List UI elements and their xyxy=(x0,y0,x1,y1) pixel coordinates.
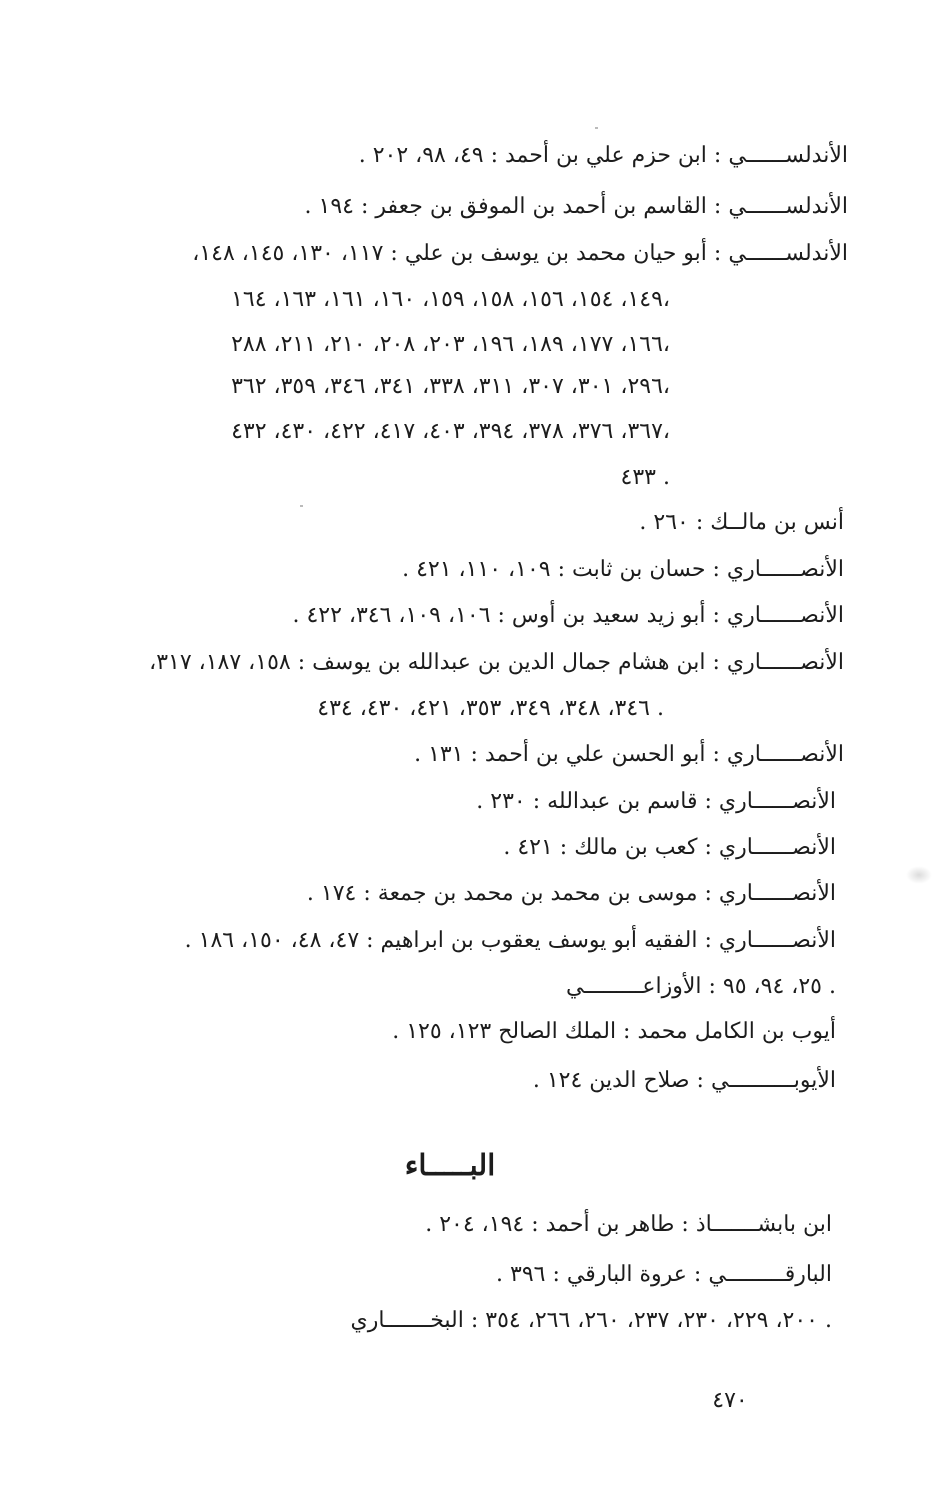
entry-text: : أبو الحسن علي بن أحمد : ١٣١ . xyxy=(414,742,720,767)
index-entry-continuation xyxy=(231,372,670,402)
index-entry-continuation xyxy=(621,463,670,493)
index-entry xyxy=(639,508,844,538)
entry-label: البخـــــــاري xyxy=(350,1308,464,1333)
entry-label: الأندلســــــي xyxy=(728,194,848,219)
entry-text: : أبو زيد سعيد بن أوس : ١٠٦، ١٠٩، ٣٤٦، ٤٢٢ . xyxy=(292,603,720,628)
index-entry-continuation xyxy=(231,285,670,315)
scan-speck xyxy=(595,127,598,129)
entry-label: ابن بابشـــــــاذ xyxy=(695,1212,832,1237)
entry-label: الأنصــــــاري xyxy=(718,928,836,953)
entry-text: : الفقيه أبو يوسف يعقوب بن ابراهيم : ٤٧، ٤٨، ١٥٠، ١٨٦ . xyxy=(184,928,712,953)
entry-label: الأنصــــــاري xyxy=(718,835,836,860)
index-entry xyxy=(533,1066,836,1096)
index-entry xyxy=(392,1017,836,1047)
entry-text: : طاهر بن أحمد : ١٩٤، ٢٠٤ . xyxy=(425,1212,689,1237)
index-entry xyxy=(566,972,836,1002)
index-entry xyxy=(307,879,836,909)
page-number: ٤٧٠ xyxy=(712,1388,748,1413)
entry-text: ٢٩٦، ٣٠١، ٣٠٧، ٣١١، ٣٣٨، ٣٤١، ٣٤٦، ٣٥٩، ٣٦٢، xyxy=(231,374,670,399)
index-entry xyxy=(192,239,848,269)
index-entry xyxy=(476,787,836,817)
scan-speck xyxy=(300,505,303,507)
index-entry xyxy=(402,555,844,585)
entry-label: الأنصــــــاري xyxy=(718,789,836,814)
entry-text: : ابن هشام جمال الدين بن عبدالله بن يوسف : ١٥٨، ١٨٧، ٣١٧، xyxy=(149,650,720,675)
index-entry xyxy=(305,192,848,222)
entry-text: : حسان بن ثابت : ١٠٩، ١١٠، ٤٢١ . xyxy=(402,557,720,582)
entry-text: : ٢٠٠، ٢٢٩، ٢٣٠، ٢٣٧، ٢٦٠، ٢٦٦، ٣٥٤ . xyxy=(470,1308,832,1333)
entry-label: الأنصــــــاري xyxy=(726,742,844,767)
entry-label: الأيوبــــــــــي xyxy=(710,1068,836,1093)
entry-label: الأنصــــــاري xyxy=(718,881,836,906)
entry-text: أيوب بن الكامل محمد : الملك الصالح ١٢٣، ١٢٥ . xyxy=(392,1019,836,1044)
entry-label: الأنصــــــاري xyxy=(726,650,844,675)
index-entry xyxy=(503,833,836,863)
index-entry xyxy=(351,1306,832,1336)
entry-label: الأنصــــــاري xyxy=(726,603,844,628)
entry-text: ١٦٦، ١٧٧، ١٨٩، ١٩٦، ٢٠٣، ٢٠٨، ٢١٠، ٢١١، ٢٨٨، xyxy=(231,332,670,357)
index-entry xyxy=(359,141,848,171)
entry-text: : قاسم بن عبدالله : ٢٣٠ . xyxy=(476,789,712,814)
index-entry xyxy=(149,648,844,678)
entry-text: ١٤٩، ١٥٤، ١٥٦، ١٥٨، ١٥٩، ١٦٠، ١٦١، ١٦٣، ١٦٤، xyxy=(231,287,670,312)
entry-label: الأنصــــــاري xyxy=(726,557,844,582)
index-entry xyxy=(496,1260,832,1290)
entry-text: : أبو حيان محمد بن يوسف بن علي : ١١٧، ١٣٠، ١٤٥، ١٤٨، xyxy=(192,241,722,266)
entry-label: الأندلســــــي xyxy=(728,143,848,168)
entry-text: : القاسم بن أحمد بن الموفق بن جعفر : ١٩٤ . xyxy=(304,194,722,219)
index-entry-continuation xyxy=(231,330,670,360)
index-entry xyxy=(414,740,844,770)
entry-text: : موسى بن محمد بن محمد بن جمعة : ١٧٤ . xyxy=(306,881,712,906)
index-entry xyxy=(292,601,844,631)
entry-text: : ٢٥، ٩٤، ٩٥ . xyxy=(708,974,836,999)
entry-text: ٣٤٦، ٣٤٨، ٣٤٩، ٣٥٣، ٤٢١، ٤٣٠، ٤٣٤ . xyxy=(317,696,664,721)
entry-label: الأندلســــــي xyxy=(728,241,848,266)
index-entry-continuation xyxy=(317,694,664,724)
entry-text: : صلاح الدين ١٢٤ . xyxy=(532,1068,704,1093)
entry-label: الأوزاعـــــــــي xyxy=(565,974,702,999)
entry-label: البارقـــــــــي xyxy=(708,1262,832,1287)
entry-text: ٣٦٧، ٣٧٦، ٣٧٨، ٣٩٤، ٤٠٣، ٤١٧، ٤٢٢، ٤٣٠، ٤٣٢، xyxy=(231,419,670,444)
entry-text: : عروة البارقي : ٣٩٦ . xyxy=(496,1262,702,1287)
index-entry xyxy=(185,926,836,956)
index-entry-continuation xyxy=(231,417,670,447)
entry-text: ٤٣٣ . xyxy=(620,465,670,490)
entry-text: : كعب بن مالك : ٤٢١ . xyxy=(503,835,712,860)
section-heading-ba: البـــــاء xyxy=(404,1148,496,1182)
scan-blot xyxy=(906,866,932,884)
entry-text: أنس بن مالــك : ٢٦٠ . xyxy=(639,510,844,535)
entry-text: : ابن حزم علي بن أحمد : ٤٩، ٩٨، ٢٠٢ . xyxy=(358,143,722,168)
index-entry xyxy=(425,1210,832,1240)
